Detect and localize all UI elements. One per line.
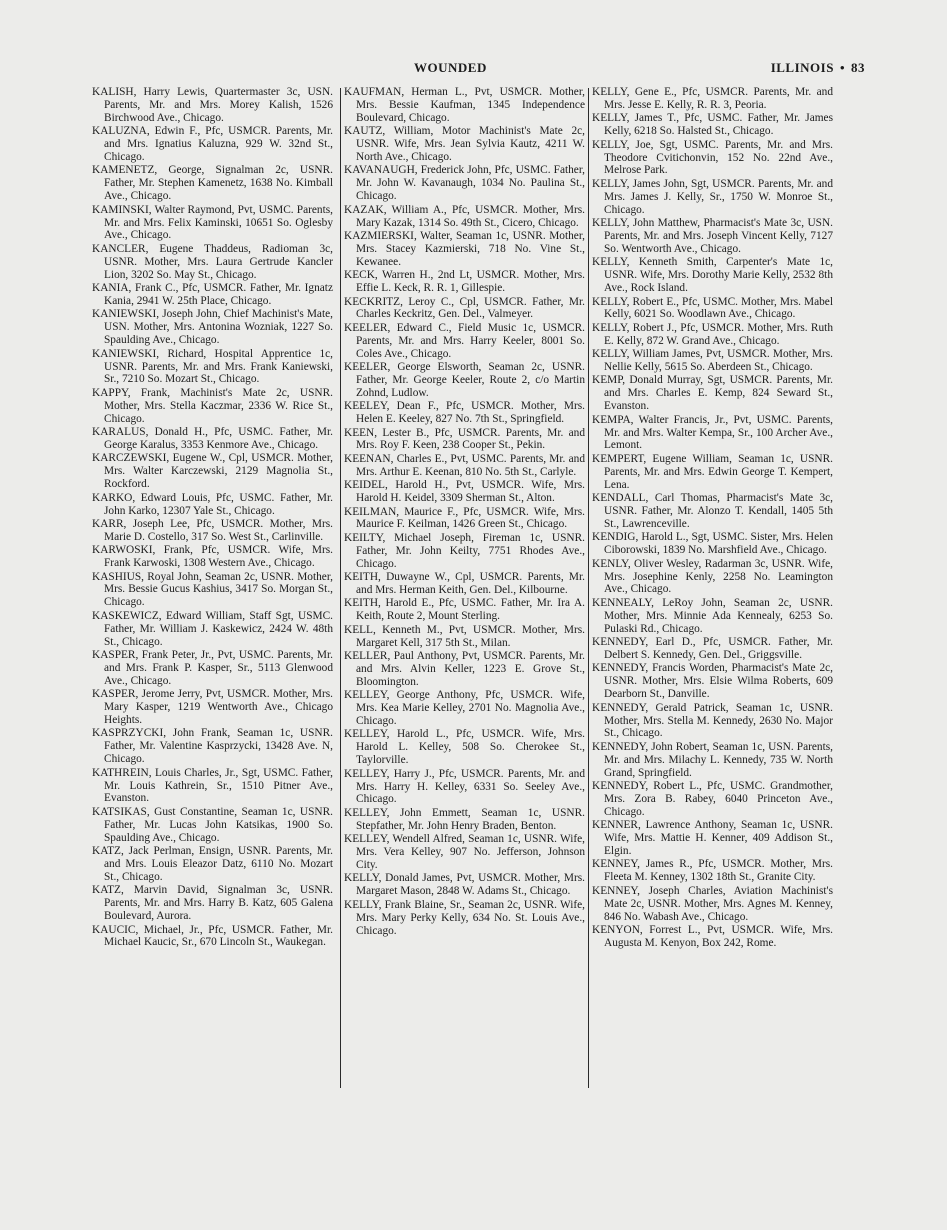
casualty-entry: KELLY, Robert J., Pfc, USMCR. Mother, Mrs. Ruth E. Kelly, 872 W. Grand Ave., Chicago. [592, 321, 833, 347]
state-name: ILLINOIS [770, 60, 834, 75]
page-header [92, 58, 865, 80]
casualty-entry: KENNEALY, LeRoy John, Seaman 2c, USNR. Mother, Mrs. Minnie Ada Kennealy, 6253 So. Pulaski Rd., Chicago. [592, 596, 833, 635]
casualty-entry: KENNEDY, Gerald Patrick, Seaman 1c, USNR. Mother, Mrs. Stella M. Kennedy, 2630 No. Major St., Chicago. [592, 701, 833, 740]
casualty-entry: KASPER, Jerome Jerry, Pvt, USMCR. Mother, Mrs. Mary Kasper, 1219 Wentworth Ave., Chicago Heights. [92, 688, 333, 726]
casualty-entry: KAPPY, Frank, Machinist's Mate 2c, USNR. Mother, Mrs. Stella Kaczmar, 2336 W. Rice St., Chicago. [92, 386, 333, 425]
casualty-entry: KEELER, George Elsworth, Seaman 2c, USNR. Father, Mr. George Keeler, Route 2, c/o Martin Zohnd, Ludlow. [344, 361, 585, 399]
casualty-entry: KEILTY, Michael Joseph, Fireman 1c, USNR. Father, Mr. John Keilty, 7751 Rhodes Ave., Chicago. [344, 531, 585, 570]
casualty-entry: KEIDEL, Harold H., Pvt, USMCR. Wife, Mrs. Harold H. Keidel, 3309 Sherman St., Alton. [344, 479, 585, 505]
section-title: WOUNDED [414, 60, 487, 75]
casualty-entry: KARCZEWSKI, Eugene W., Cpl, USMCR. Mother, Mrs. Walter Karczewski, 2129 Magnolia St., Rockford. [92, 452, 333, 491]
column-3 [592, 86, 833, 1091]
casualty-entry: KELLY, Gene E., Pfc, USMCR. Parents, Mr. and Mrs. Jesse E. Kelly, R. R. 3, Peoria. [592, 86, 833, 111]
casualty-entry: KENNER, Lawrence Anthony, Seaman 1c, USNR. Wife, Mrs. Mattie H. Kenner, 409 Addison St., Elgin. [592, 819, 833, 858]
casualty-entry: KEMP, Donald Murray, Sgt, USMCR. Parents, Mr. and Mrs. Charles E. Kemp, 824 Seward St., Evanston. [592, 374, 833, 413]
casualty-entry: KEITH, Duwayne W., Cpl, USMCR. Parents, Mr. and Mrs. Herman Keith, Gen. Del., Kilbourne. [344, 571, 585, 596]
casualty-entry: KANIEWSKI, Joseph John, Chief Machinist's Mate, USN. Mother, Mrs. Antonina Wozniak, 1227 So. Spaulding Ave., Chicago. [92, 308, 333, 347]
casualty-entry: KAUFMAN, Herman L., Pvt, USMCR. Mother, Mrs. Bessie Kaufman, 1345 Independence Boulevard, Chicago. [344, 86, 585, 124]
casualty-entry: KARWOSKI, Frank, Pfc, USMCR. Wife, Mrs. Frank Karwoski, 1308 Western Ave., Chicago. [92, 544, 333, 570]
casualty-entry: KAMINSKI, Walter Raymond, Pvt, USMC. Parents, Mr. and Mrs. Felix Kaminski, 10651 So. Oglesby Ave., Chicago. [92, 203, 333, 242]
casualty-entry: KELLEY, Harry J., Pfc, USMCR. Parents, Mr. and Mrs. Harry H. Kelley, 6331 So. Seeley Ave., Chicago. [344, 767, 585, 806]
casualty-entry: KELL, Kenneth M., Pvt, USMCR. Mother, Mrs. Margaret Kell, 317 5th St., Milan. [344, 623, 585, 649]
casualty-entry: KELLEY, Wendell Alfred, Seaman 1c, USNR. Wife, Mrs. Vera Kelley, 907 No. Jefferson, Johnson City. [344, 833, 585, 871]
casualty-entry: KENNEY, James R., Pfc, USMCR. Mother, Mrs. Fleeta M. Kenney, 1302 18th St., Granite City. [592, 858, 833, 884]
casualty-entry: KELLY, Joe, Sgt, USMC. Parents, Mr. and Mrs. Theodore Cvitichonvin, 152 No. 22nd Ave., Melrose Park. [592, 138, 833, 177]
casualty-entry: KATZ, Jack Perlman, Ensign, USNR. Parents, Mr. and Mrs. Louis Eleazor Datz, 6110 No. Mozart St., Chicago. [92, 845, 333, 883]
casualty-entry: KALUZNA, Edwin F., Pfc, USMCR. Parents, Mr. and Mrs. Ignatius Kaluzna, 929 W. 32nd St., Chicago. [92, 125, 333, 164]
casualty-entry: KELLY, Robert E., Pfc, USMC. Mother, Mrs. Mabel Kelly, 6021 So. Woodlawn Ave., Chicago. [592, 295, 833, 321]
casualty-entry: KARALUS, Donald H., Pfc, USMC. Father, Mr. George Karalus, 3353 Kenmore Ave., Chicago. [92, 426, 333, 451]
casualty-entry: KELLEY, Harold L., Pfc, USMCR. Wife, Mrs. Harold L. Kelley, 508 So. Cherokee St., Taylorville. [344, 728, 585, 767]
page-number: 83 [851, 60, 865, 75]
casualty-entry: KENDIG, Harold L., Sgt, USMC. Sister, Mrs. Helen Ciborowski, 1839 No. Marshfield Ave., Chicago. [592, 531, 833, 557]
casualty-entry: KELLY, James T., Pfc, USMC. Father, Mr. James Kelly, 6218 So. Halsted St., Chicago. [592, 112, 833, 138]
casualty-entry: KELLEY, George Anthony, Pfc, USMCR. Wife, Mrs. Kea Marie Kelley, 2701 No. Magnolia Ave., Chicago. [344, 689, 585, 727]
casualty-entry: KELLY, William James, Pvt, USMCR. Mother, Mrs. Nellie Kelly, 5615 So. Aberdeen St., Chicago. [592, 348, 833, 374]
casualty-entry: KAZMIERSKI, Walter, Seaman 1c, USNR. Mother, Mrs. Stacey Kazmierski, 718 No. Vine St., Kewanee. [344, 229, 585, 268]
casualty-entry: KANCLER, Eugene Thaddeus, Radioman 3c, USNR. Mother, Mrs. Laura Gertrude Kancler Lion, 3202 So. May St., Chicago. [92, 242, 333, 281]
casualty-entry: KASHIUS, Royal John, Seaman 2c, USNR. Mother, Mrs. Bessie Gucus Kashius, 3417 So. Morgan St., Chicago. [92, 570, 333, 609]
column-2 [344, 86, 585, 1091]
casualty-entry: KENDALL, Carl Thomas, Pharmacist's Mate 3c, USNR. Father, Mr. Alonzo T. Kendall, 1405 5th St., Lawrenceville. [592, 492, 833, 530]
casualty-entry: KEMPA, Walter Francis, Jr., Pvt, USMC. Parents, Mr. and Mrs. Walter Kempa, Sr., 100 Archer Ave., Lemont. [592, 413, 833, 452]
running-head [771, 60, 865, 76]
casualty-entry: KELLER, Paul Anthony, Pvt, USMCR. Parents, Mr. and Mrs. Alvin Keller, 1223 E. Grove St., Bloomington. [344, 649, 585, 688]
casualty-entry: KATHREIN, Louis Charles, Jr., Sgt, USMC. Father, Mr. Louis Kathrein, Sr., 1510 Pitner Ave., Evanston. [92, 766, 333, 805]
casualty-entry: KAZAK, William A., Pfc, USMCR. Mother, Mrs. Mary Kazak, 1314 So. 49th St., Cicero, Chicago. [344, 203, 585, 229]
casualty-entry: KENYON, Forrest L., Pvt, USMCR. Wife, Mrs. Augusta M. Kenyon, Box 242, Rome. [592, 924, 833, 949]
casualty-entry: KELLY, John Matthew, Pharmacist's Mate 3c, USN. Parents, Mr. and Mrs. Joseph Vincent Kelly, 7127 So. Wentworth Ave., Chicago. [592, 217, 833, 255]
casualty-entry: KENNEDY, Robert L., Pfc, USMC. Grandmother, Mrs. Zora B. Rabey, 6040 Princeton Ave., Chicago. [592, 780, 833, 818]
casualty-entry: KELLY, Kenneth Smith, Carpenter's Mate 1c, USNR. Wife, Mrs. Dorothy Marie Kelly, 2532 8th Ave., Rock Island. [592, 256, 833, 295]
casualty-entry: KEELER, Edward C., Field Music 1c, USMCR. Parents, Mr. and Mrs. Harry Keeler, 8001 So. Coles Ave., Chicago. [344, 321, 585, 360]
casualty-entry: KATSIKAS, Gust Constantine, Seaman 1c, USNR. Father, Mr. Lucas John Katsikas, 1900 So. Spaulding Ave., Chicago. [92, 805, 333, 844]
casualty-entry: KANIEWSKI, Richard, Hospital Apprentice 1c, USNR. Parents, Mr. and Mrs. Frank Kaniewski, Sr., 7210 So. Mozart St., Chicago. [92, 347, 333, 386]
casualty-entry: KEEN, Lester B., Pfc, USMCR. Parents, Mr. and Mrs. Roy F. Keen, 238 Cooper St., Pekin. [344, 426, 585, 452]
casualty-entry: KAMENETZ, George, Signalman 2c, USNR. Father, Mr. Stephen Kamenetz, 1638 No. Kimball Ave., Chicago. [92, 164, 333, 203]
casualty-entry: KASPER, Frank Peter, Jr., Pvt, USMC. Parents, Mr. and Mrs. Frank P. Kasper, Sr., 5113 Glenwood Ave., Chicago. [92, 648, 333, 687]
casualty-entry: KEELEY, Dean F., Pfc, USMCR. Mother, Mrs. Helen E. Keeley, 827 No. 7th St., Springfield. [344, 400, 585, 426]
casualty-entry: KEENAN, Charles E., Pvt, USMC. Parents, Mr. and Mrs. Arthur E. Keenan, 810 No. 5th St., Carlyle. [344, 452, 585, 478]
casualty-entry: KELLY, Frank Blaine, Sr., Seaman 2c, USNR. Wife, Mrs. Mary Perky Kelly, 634 No. St. Louis Ave., Chicago. [344, 898, 585, 937]
casualty-entry: KAVANAUGH, Frederick John, Pfc, USMC. Father, Mr. John W. Kavanaugh, 1034 No. Paulina St., Chicago. [344, 164, 585, 203]
casualty-entry: KENNEY, Joseph Charles, Aviation Machinist's Mate 2c, USNR. Mother, Mrs. Agnes M. Kenney, 846 No. Wabash Ave., Chicago. [592, 884, 833, 923]
casualty-entry: KARKO, Edward Louis, Pfc, USMC. Father, Mr. John Karko, 12307 Yale St., Chicago. [92, 491, 333, 517]
casualty-entry: KANIA, Frank C., Pfc, USMCR. Father, Mr. Ignatz Kania, 2941 W. 25th Place, Chicago. [92, 282, 333, 307]
casualty-entry: KARR, Joseph Lee, Pfc, USMCR. Mother, Mrs. Marie D. Costello, 317 So. West St., Carlinville. [92, 517, 333, 543]
casualty-entry: KELLY, Donald James, Pvt, USMCR. Mother, Mrs. Margaret Mason, 2848 W. Adams St., Chicago. [344, 872, 585, 898]
casualty-entry: KELLY, James John, Sgt, USMCR. Parents, Mr. and Mrs. James J. Kelly, Sr., 1750 W. Monroe St., Chicago. [592, 177, 833, 216]
casualty-entry: KEMPERT, Eugene William, Seaman 1c, USNR. Parents, Mr. and Mrs. Edwin George T. Kempert, Lena. [592, 452, 833, 491]
column-1 [92, 86, 333, 1091]
casualty-entry: KAUTZ, William, Motor Machinist's Mate 2c, USNR. Wife, Mrs. Jean Sylvia Kautz, 4211 W. North Ave., Chicago. [344, 125, 585, 164]
casualty-entry: KECK, Warren H., 2nd Lt, USMCR. Mother, Mrs. Effie L. Keck, R. R. 1, Gillespie. [344, 269, 585, 295]
casualty-entry: KASKEWICZ, Edward William, Staff Sgt, USMC. Father, Mr. William J. Kaskewicz, 2424 W. 48th St., Chicago. [92, 609, 333, 648]
casualty-entry: KENNEDY, Francis Worden, Pharmacist's Mate 2c, USNR. Mother, Mrs. Elsie Wilma Roberts, 609 Dearborn St., Danville. [592, 662, 833, 701]
separator-bullet: • [839, 60, 845, 75]
casualty-list [92, 86, 837, 1096]
casualty-entry: KEILMAN, Maurice F., Pfc, USMCR. Wife, Mrs. Maurice F. Keilman, 1426 Green St., Chicago. [344, 505, 585, 531]
casualty-entry: KEITH, Harold E., Pfc, USMC. Father, Mr. Ira A. Keith, Route 2, Mount Sterling. [344, 597, 585, 623]
column-divider [340, 88, 341, 1088]
casualty-entry: KASPRZYCKI, John Frank, Seaman 1c, USNR. Father, Mr. Valentine Kasprzycki, 13428 Ave. N, Chicago. [92, 727, 333, 766]
casualty-entry: KECKRITZ, Leroy C., Cpl, USMCR. Father, Mr. Charles Keckritz, Gen. Del., Valmeyer. [344, 295, 585, 321]
casualty-entry: KENNEDY, John Robert, Seaman 1c, USN. Parents, Mr. and Mrs. Milachy L. Kennedy, 735 W. North Grand, Springfield. [592, 740, 833, 779]
column-divider [588, 88, 589, 1088]
casualty-entry: KAUCIC, Michael, Jr., Pfc, USMCR. Father, Mr. Michael Kaucic, Sr., 670 Lincoln St., Waukegan. [92, 923, 333, 949]
casualty-entry: KENNEDY, Earl D., Pfc, USMCR. Father, Mr. Delbert S. Kennedy, Gen. Del., Griggsville. [592, 636, 833, 661]
casualty-entry: KELLEY, John Emmett, Seaman 1c, USNR. Stepfather, Mr. John Henry Braden, Benton. [344, 806, 585, 832]
casualty-entry: KATZ, Marvin David, Signalman 3c, USNR. Parents, Mr. and Mrs. Harry B. Katz, 605 Galena Boulevard, Aurora. [92, 884, 333, 923]
casualty-entry: KENLY, Oliver Wesley, Radarman 3c, USNR. Wife, Mrs. Josephine Kenly, 2258 No. Leamington Ave., Chicago. [592, 557, 833, 596]
casualty-entry: KALISH, Harry Lewis, Quartermaster 3c, USN. Parents, Mr. and Mrs. Morey Kalish, 1526 Birchwood Ave., Chicago. [92, 86, 333, 124]
